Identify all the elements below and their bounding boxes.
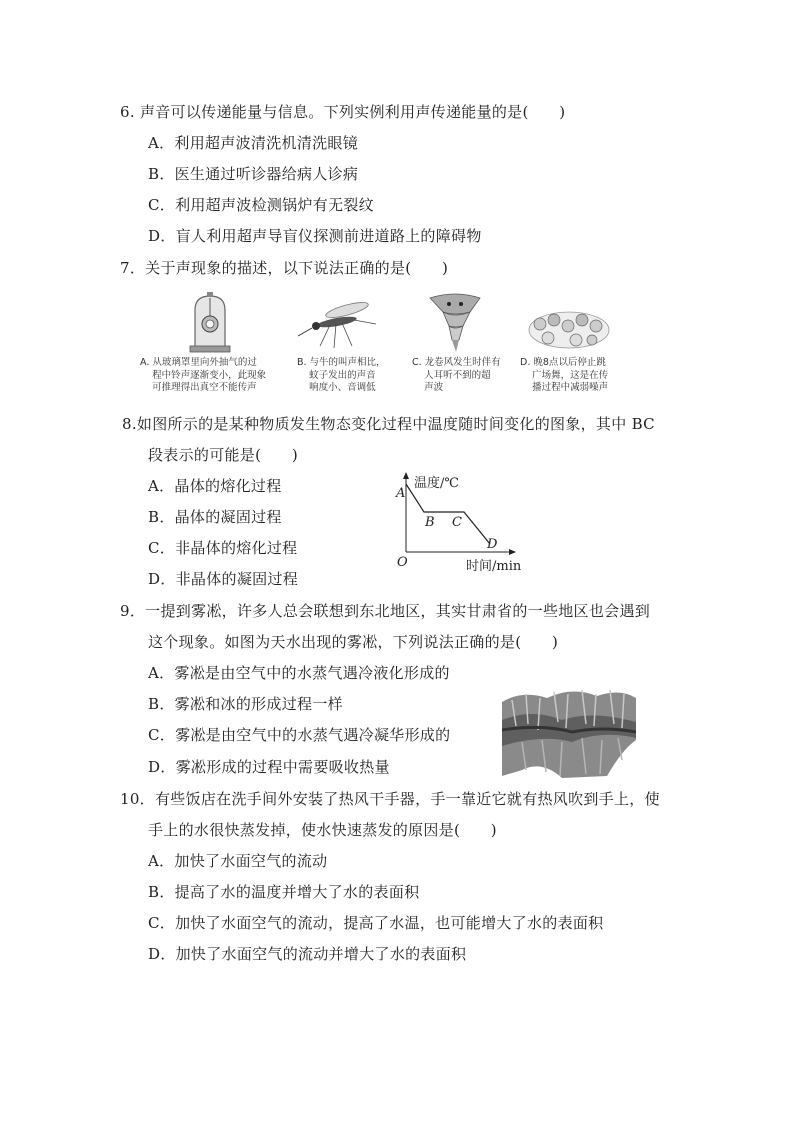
q7-caption-c: C. 龙卷风发生时伴有 人耳听不到的超 声波 bbox=[412, 357, 501, 393]
point-a-label: A bbox=[396, 486, 406, 501]
q10-option-d: D．加快了水面空气的流动并增大了水的表面积 bbox=[148, 945, 467, 963]
q9-stem-line1: 9．一提到雾凇，许多人总会联想到东北地区，其实甘肃省的一些地区也会遇到 bbox=[120, 602, 651, 620]
q9-option-a: A．雾凇是由空气中的水蒸气遇冷液化形成的 bbox=[148, 664, 450, 682]
q7-caption-b: B. 与牛的叫声相比， 蚊子发出的声音 响度小、音调低 bbox=[297, 357, 386, 393]
q7-stem: 7．关于声现象的描述，以下说法正确的是( ) bbox=[120, 259, 449, 277]
q8-option-a: A．晶体的熔化过程 bbox=[148, 477, 282, 495]
point-b-label: B bbox=[425, 515, 435, 530]
q9-option-c: C．雾凇是由空气中的水蒸气遇冷凝华形成的 bbox=[148, 726, 451, 744]
x-axis-arrow bbox=[509, 549, 516, 555]
point-d-label: D bbox=[487, 537, 498, 552]
q9-option-b: B．雾凇和冰的形成过程一样 bbox=[148, 695, 343, 713]
mosquito-image bbox=[292, 300, 382, 350]
rime-photo bbox=[502, 680, 636, 778]
tornado-image bbox=[425, 290, 485, 354]
q7-caption-a: A. 从玻璃罩里向外抽气的过 程中铃声逐渐变小，此现象 可推理得出真空不能传声 bbox=[140, 357, 267, 393]
y-axis-label: 温度/℃ bbox=[414, 476, 459, 491]
square-dance-image bbox=[528, 306, 610, 350]
temperature-time-graph bbox=[390, 470, 530, 575]
point-c-label: C bbox=[452, 515, 462, 530]
q8-option-c: C．非晶体的熔化过程 bbox=[148, 539, 298, 557]
q8-stem-line1: 8.如图所示的是某种物质发生物态变化过程中温度随时间变化的图象，其中 BC bbox=[122, 415, 655, 433]
q6-option-a: A．利用超声波清洗机清洗眼镜 bbox=[148, 134, 359, 152]
q8-option-b: B．晶体的凝固过程 bbox=[148, 508, 282, 526]
q10-option-a: A．加快了水面空气的流动 bbox=[148, 852, 328, 870]
origin-label: O bbox=[397, 555, 408, 570]
q8-option-d: D．非晶体的凝固过程 bbox=[148, 570, 299, 588]
q7-caption-d: D. 晚8点以后停止跳 广场舞，这是在传 播过程中减弱噪声 bbox=[520, 357, 609, 393]
y-axis-arrow bbox=[403, 472, 409, 479]
x-axis-label: 时间/min bbox=[466, 559, 522, 574]
q10-stem-line2: 手上的水很快蒸发掉，使水快速蒸发的原因是( ) bbox=[148, 821, 497, 839]
q6-option-b: B．医生通过听诊器给病人诊病 bbox=[148, 165, 359, 183]
bell-jar-image bbox=[185, 290, 235, 354]
q10-stem-line1: 10．有些饭店在洗手间外安装了热风干手器，手一靠近它就有热风吹到手上，使 bbox=[120, 790, 660, 808]
temperature-curve bbox=[406, 484, 490, 544]
q9-stem-line2: 这个现象。如图为天水出现的雾凇，下列说法正确的是( ) bbox=[148, 633, 559, 651]
q6-option-c: C．利用超声波检测锅炉有无裂纹 bbox=[148, 196, 374, 214]
q10-option-c: C．加快了水面空气的流动，提高了水温，也可能增大了水的表面积 bbox=[148, 914, 604, 932]
q6-stem: 6. 声音可以传递能量与信息。下列实例利用声传递能量的是( ) bbox=[120, 103, 566, 121]
q8-stem-line2: 段表示的可能是( ) bbox=[148, 446, 299, 464]
q6-option-d: D．盲人利用超声导盲仪探测前进道路上的障碍物 bbox=[148, 227, 482, 245]
q10-option-b: B．提高了水的温度并增大了水的表面积 bbox=[148, 883, 420, 901]
q9-option-d: D．雾凇形成的过程中需要吸收热量 bbox=[148, 758, 390, 776]
